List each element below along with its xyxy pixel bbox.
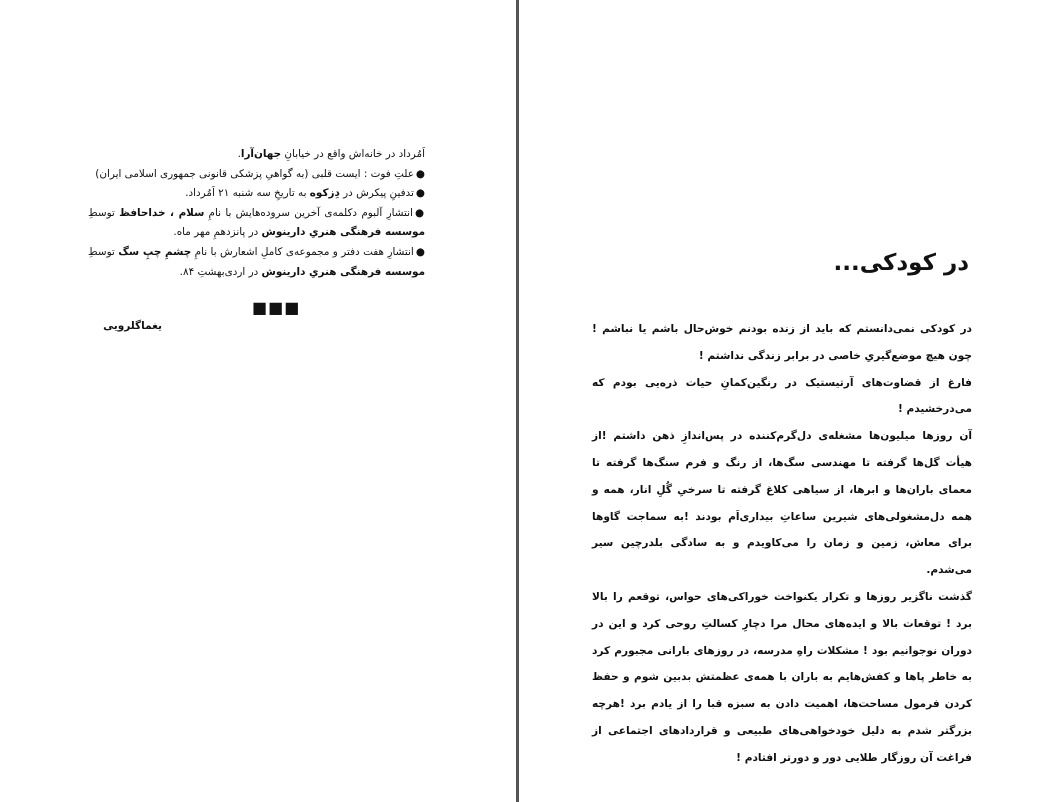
- bio-text: در اردی‌بهشتِ ۸۴.: [179, 265, 262, 278]
- bio-text: اَمُرداد در خانه‌اش واقع در خیابانِ: [281, 148, 425, 160]
- bio-text: انتشارِ هفت دفتر و مجموعه‌ی کاملِ اشعارش با نامِ: [191, 245, 414, 258]
- bullet-icon: ●: [415, 167, 425, 180]
- left-page: [0, 0, 517, 802]
- bullet-icon: ●: [414, 206, 425, 219]
- bio-emphasis: جهان‌آرا: [240, 148, 282, 160]
- body-paragraph: گذشت ناگزیر روزها و تکرار یکنواخت خوراکی‌های حواس، توقعم را بالا برد ! توقعات بالا و ایده‌های محال مرا دچارِ کسالتِ روحی کرد و این در دوران نوجوانیم بود ! مشکلات راهِ مدرسه، در روزهای بارانی مجبورم کرد به خاطر پاها و کفش‌هایم به باران با همه‌ی عظمتش بدبین شوم و حفظ کردن فرمول مساحت‌ها، اهمیت دادن به سبزه قبا را از یادم برد !هرچه بزرگتر شدم به دلیل خودخواهی‌های طبیعی و قراردادهای اجتماعی از فراغت آن روزگار طلایی دور و دورتر افتادم !: [592, 590, 972, 764]
- bullet-icon: ●: [415, 187, 425, 200]
- bio-text: علتِ فوت : ایست قلبی (به گواهیِ پزشکی قانونی جمهوری اسلامی ایران): [95, 167, 414, 180]
- bio-text: انتشارِ آلبوم دکلمه‌ی آخرین سروده‌هایش با نامِ: [204, 206, 413, 219]
- bio-emphasis: دِزکوه: [309, 187, 340, 200]
- body-paragraph: فارغ از قضاوت‌های آرتیستیک در رنگین‌کمانِ حیات ذره‌یی بودم که می‌درخشیدم !: [592, 376, 972, 416]
- section-ornament: ■■■: [252, 298, 301, 317]
- bio-line: [88, 145, 425, 165]
- bio-text: توسطِ: [88, 245, 119, 258]
- bio-text: .: [237, 148, 241, 160]
- body-paragraph: آن روزها میلیون‌ها مشغله‌ی دل‌گرم‌کننده در پس‌اندازِ ذهن داشتم !از هیأت گل‌ها گرفته تا مهندسی سگ‌ها، از رنگ و فرم سنگ‌ها گرفته تا معمای باران‌ها و ابرها، از سیاهی کلاغ گرفته تا سرخیِ گُلِ انار، همه و همه دل‌مشغولی‌های شیرین ساعاتِ بیداری‌اَم بودند !به سماجت گاوها برای معاش، زمین و زمان را می‌کاویدم و به سادگی بلدرچین سیر می‌شدم.: [592, 430, 972, 577]
- bio-line: [88, 243, 425, 282]
- biography-notes: [88, 145, 425, 282]
- bio-text: در پانزدهمِ مهر ماه.: [173, 226, 262, 239]
- bio-line: [88, 184, 425, 204]
- bio-text: توسطِ: [88, 206, 120, 219]
- right-page: [520, 0, 1037, 802]
- bio-emphasis: سلام ، خداحافظ: [119, 206, 205, 219]
- bio-emphasis: موسسه فرهنگی هنریِ دارینوش: [261, 226, 425, 239]
- bio-emphasis: موسسه فرهنگی هنریِ دارینوش: [261, 265, 425, 278]
- chapter-body: [592, 316, 972, 772]
- chapter-title: در کودکی...: [833, 250, 969, 276]
- book-spine: [516, 0, 519, 802]
- bullet-icon: ●: [415, 245, 425, 258]
- body-paragraph: در کودکی نمی‌دانستم که باید از زنده بودنم خوش‌حال باشم یا نباشم !چون هیچ موضع‌گیریِ خاصی در برابر زندگی نداشتم !: [592, 323, 972, 362]
- author-name: یغماگلرویی: [103, 320, 162, 332]
- bio-line: [88, 165, 425, 185]
- bio-emphasis: چشمِ چپِ سگ: [118, 245, 192, 258]
- bio-text: به تاریخِ سه شنبه ۲۱ اَمُرداد.: [185, 187, 310, 200]
- bio-text: تدفینِ پیکرش در: [339, 187, 414, 200]
- bio-line: [88, 204, 425, 243]
